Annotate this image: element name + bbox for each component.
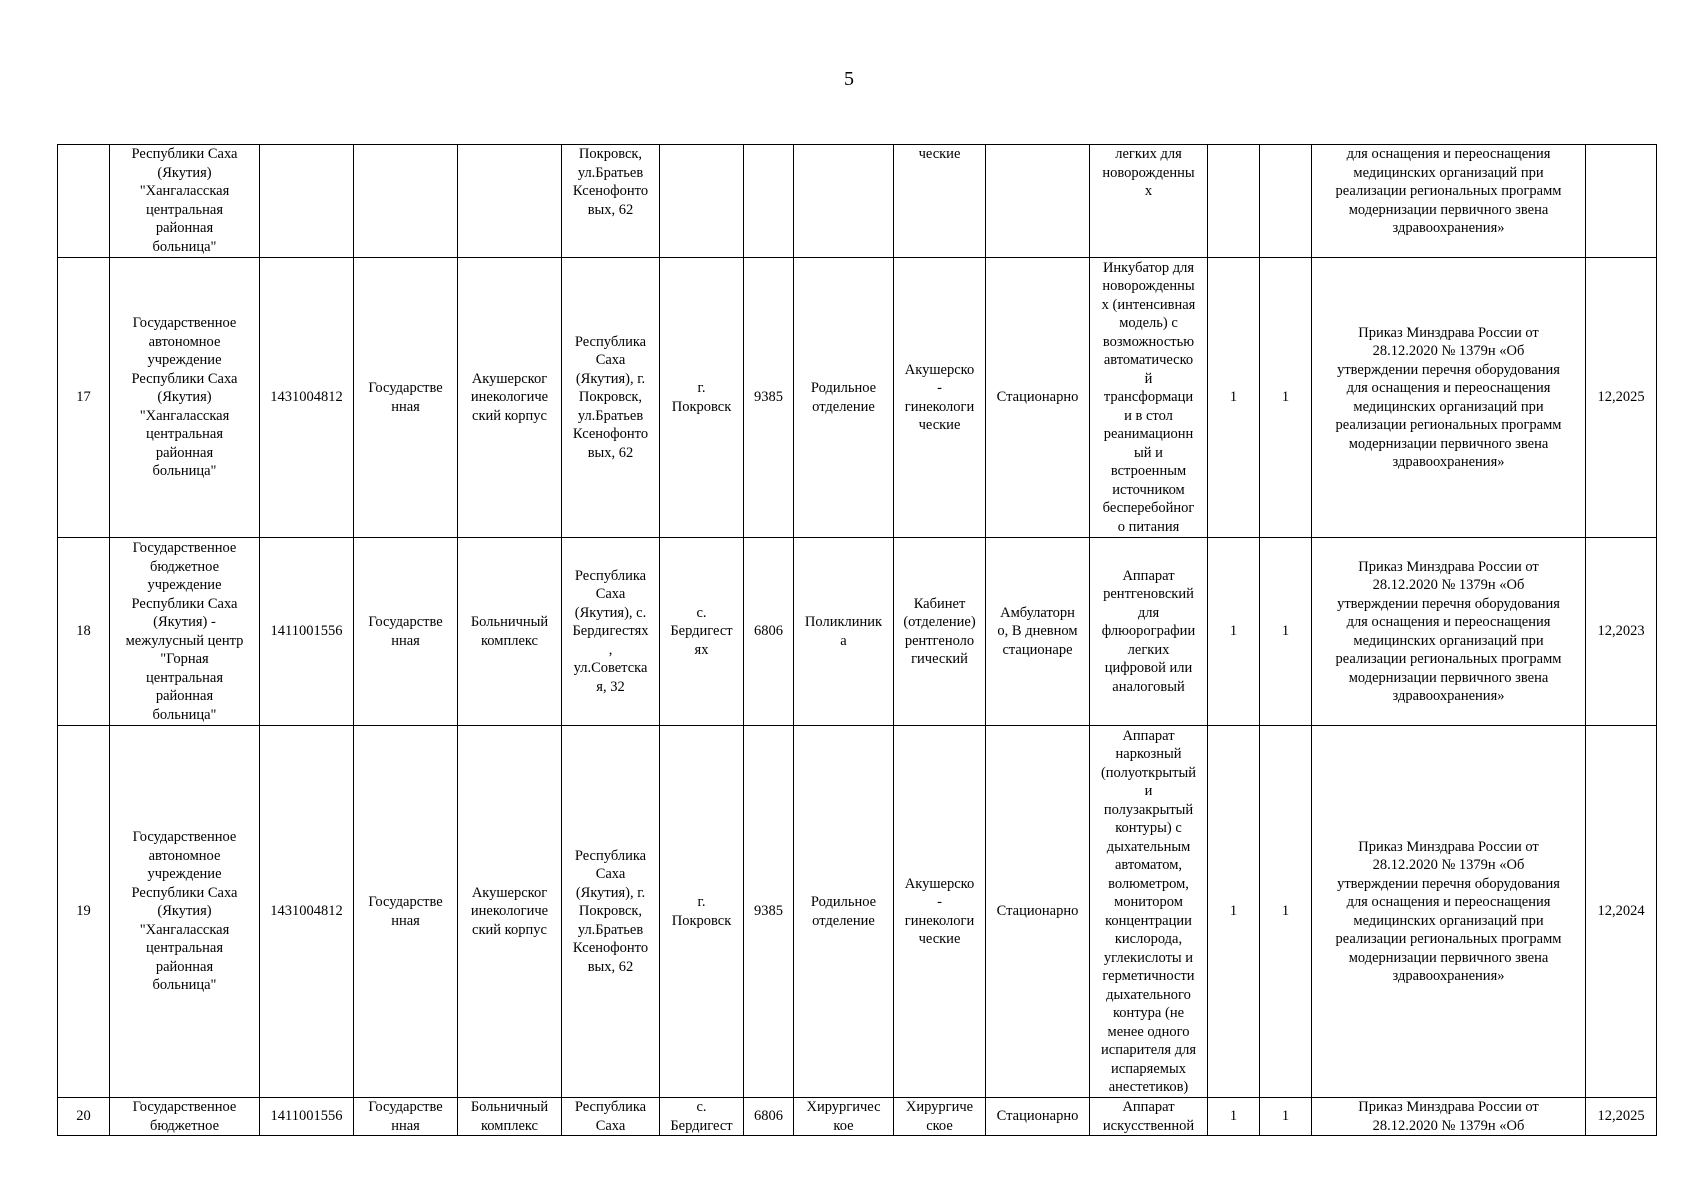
- cell-care: [986, 145, 1090, 258]
- equipment-table: [57, 144, 1657, 1136]
- cell-profile: ческие: [894, 145, 986, 258]
- cell-code: 9385: [744, 726, 794, 1098]
- cell-date: 12,2024: [1586, 726, 1657, 1098]
- cell-address: Республика Саха: [562, 1098, 660, 1136]
- cell-locality: с. Бердигест: [660, 1098, 744, 1136]
- cell-unit: Родильное отделение: [794, 258, 894, 538]
- cell-num: 20: [58, 1098, 110, 1136]
- cell-address: Республика Саха (Якутия), с. Бердигестях , ул.Советска я, 32: [562, 538, 660, 726]
- cell-num: [58, 145, 110, 258]
- cell-locality: [660, 145, 744, 258]
- cell-date: [1586, 145, 1657, 258]
- table-row: [58, 258, 1657, 538]
- cell-basis: Приказ Минздрава России от 28.12.2020 № 1379н «Об утверждении перечня оборудования для оснащения и переоснащения медицинских организаций при реализации региональных программ модернизации первичного звена здравоохранения»: [1312, 726, 1586, 1098]
- cell-address: Покровск, ул.Братьев Ксенофонто вых, 62: [562, 145, 660, 258]
- cell-date: 12,2025: [1586, 1098, 1657, 1136]
- cell-inn: 1431004812: [260, 258, 354, 538]
- cell-ownership: Государстве нная: [354, 258, 458, 538]
- cell-qty2: 1: [1260, 726, 1312, 1098]
- cell-unit: Родильное отделение: [794, 726, 894, 1098]
- cell-code: [744, 145, 794, 258]
- cell-num: 18: [58, 538, 110, 726]
- cell-equipment: Аппарат рентгеновский для флюорографии легких цифровой или аналоговый: [1090, 538, 1208, 726]
- cell-date: 12,2025: [1586, 258, 1657, 538]
- cell-institution: Государственное бюджетное учреждение Республики Саха (Якутия) - межулусный центр "Горная центральная районная больница": [110, 538, 260, 726]
- cell-care: Стационарно: [986, 1098, 1090, 1136]
- table-row: [58, 1098, 1657, 1136]
- cell-basis: Приказ Минздрава России от 28.12.2020 № 1379н «Об утверждении перечня оборудования для оснащения и переоснащения медицинских организаций при реализации региональных программ модернизации первичного звена здравоохранения»: [1312, 258, 1586, 538]
- cell-ownership: Государстве нная: [354, 1098, 458, 1136]
- cell-unit: Поликлиник а: [794, 538, 894, 726]
- cell-equipment: Аппарат наркозный (полуоткрытый и полузакрытый контуры) с дыхательным автоматом, волюметром, монитором концентрации кислорода, углекислоты и герметичности дыхательного контура (не менее одного испарителя для испаряемых анестетиков): [1090, 726, 1208, 1098]
- cell-inn: 1431004812: [260, 726, 354, 1098]
- cell-date: 12,2023: [1586, 538, 1657, 726]
- cell-locality: г. Покровск: [660, 726, 744, 1098]
- cell-profile: Кабинет (отделение) рентгеноло гический: [894, 538, 986, 726]
- cell-equipment: легких для новорожденны х: [1090, 145, 1208, 258]
- cell-equipment: Инкубатор для новорожденны х (интенсивная модель) с возможностью автоматическо й трансформаци и в стол реанимационн ый и встроенным источником бесперебойног о питания: [1090, 258, 1208, 538]
- cell-profile: Акушерско - гинекологи ческие: [894, 726, 986, 1098]
- cell-code: 9385: [744, 258, 794, 538]
- cell-building: Акушерског инекологиче ский корпус: [458, 726, 562, 1098]
- cell-qty1: [1208, 145, 1260, 258]
- cell-building: Больничный комплекс: [458, 1098, 562, 1136]
- cell-care: Стационарно: [986, 258, 1090, 538]
- cell-locality: с. Бердигест ях: [660, 538, 744, 726]
- cell-ownership: Государстве нная: [354, 538, 458, 726]
- cell-profile: Акушерско - гинекологи ческие: [894, 258, 986, 538]
- cell-inn: 1411001556: [260, 1098, 354, 1136]
- table-row-continuation: [58, 145, 1657, 258]
- cell-qty1: 1: [1208, 726, 1260, 1098]
- cell-qty2: [1260, 145, 1312, 258]
- cell-unit: Хирургичес кое: [794, 1098, 894, 1136]
- cell-qty2: 1: [1260, 1098, 1312, 1136]
- cell-profile: Хирургиче ское: [894, 1098, 986, 1136]
- cell-unit: [794, 145, 894, 258]
- cell-address: Республика Саха (Якутия), г. Покровск, ул.Братьев Ксенофонто вых, 62: [562, 726, 660, 1098]
- cell-inn: 1411001556: [260, 538, 354, 726]
- cell-inn: [260, 145, 354, 258]
- cell-code: 6806: [744, 538, 794, 726]
- cell-qty2: 1: [1260, 538, 1312, 726]
- cell-institution: Республики Саха (Якутия) "Хангаласская центральная районная больница": [110, 145, 260, 258]
- cell-qty1: 1: [1208, 538, 1260, 726]
- cell-building: [458, 145, 562, 258]
- cell-institution: Государственное автономное учреждение Республики Саха (Якутия) "Хангаласская центральная районная больница": [110, 726, 260, 1098]
- cell-institution: Государственное бюджетное: [110, 1098, 260, 1136]
- table-row: [58, 538, 1657, 726]
- cell-ownership: Государстве нная: [354, 726, 458, 1098]
- cell-qty1: 1: [1208, 258, 1260, 538]
- cell-care: Стационарно: [986, 726, 1090, 1098]
- cell-num: 17: [58, 258, 110, 538]
- cell-ownership: [354, 145, 458, 258]
- cell-building: Акушерског инекологиче ский корпус: [458, 258, 562, 538]
- cell-basis: Приказ Минздрава России от 28.12.2020 № 1379н «Об: [1312, 1098, 1586, 1136]
- cell-basis: для оснащения и переоснащения медицинских организаций при реализации региональных программ модернизации первичного звена здравоохранения»: [1312, 145, 1586, 258]
- cell-address: Республика Саха (Якутия), г. Покровск, ул.Братьев Ксенофонто вых, 62: [562, 258, 660, 538]
- cell-equipment: Аппарат искусственной: [1090, 1098, 1208, 1136]
- cell-care: Амбулаторн о, В дневном стационаре: [986, 538, 1090, 726]
- cell-qty1: 1: [1208, 1098, 1260, 1136]
- table-row: [58, 726, 1657, 1098]
- cell-qty2: 1: [1260, 258, 1312, 538]
- cell-institution: Государственное автономное учреждение Республики Саха (Якутия) "Хангаласская центральная районная больница": [110, 258, 260, 538]
- cell-building: Больничный комплекс: [458, 538, 562, 726]
- cell-code: 6806: [744, 1098, 794, 1136]
- cell-num: 19: [58, 726, 110, 1098]
- cell-locality: г. Покровск: [660, 258, 744, 538]
- cell-basis: Приказ Минздрава России от 28.12.2020 № 1379н «Об утверждении перечня оборудования для оснащения и переоснащения медицинских организаций при реализации региональных программ модернизации первичного звена здравоохранения»: [1312, 538, 1586, 726]
- page-number: 5: [844, 68, 854, 90]
